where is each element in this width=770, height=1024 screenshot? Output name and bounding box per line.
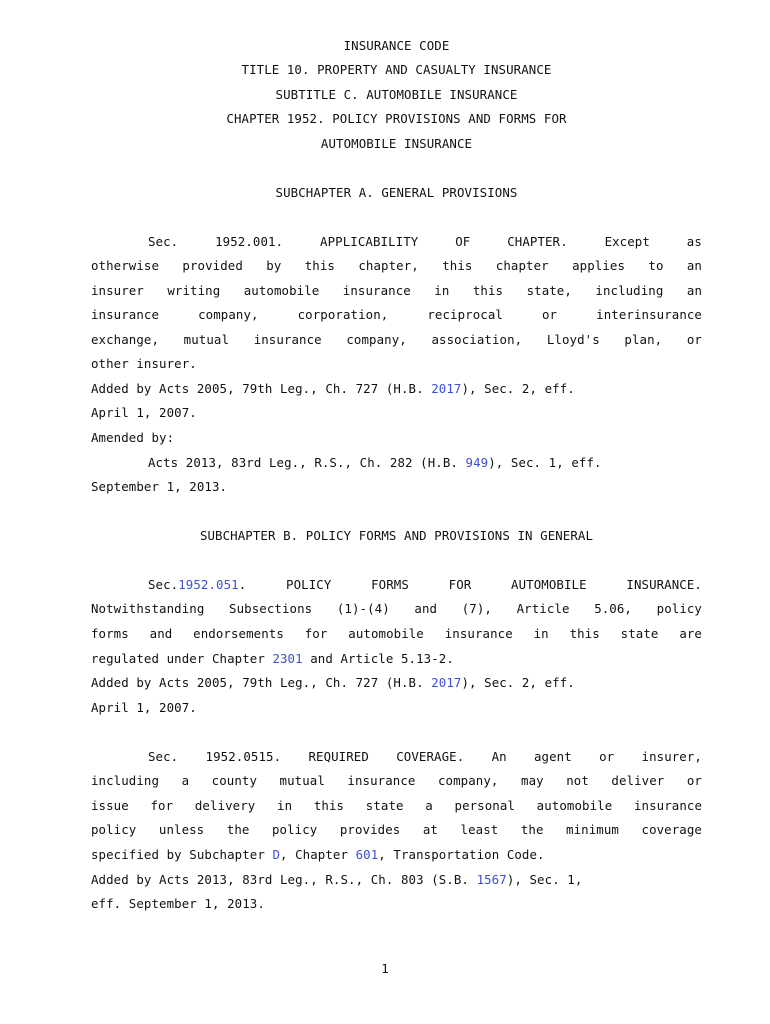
sec-0515-line2: including a county mutual insurance company, may not deliver or	[91, 773, 702, 788]
sec-0515-line3: issue for delivery in this state a personal automobile insurance	[91, 798, 702, 813]
sec-051-line2: Notwithstanding Subsections (1)-(4) and (7), Article 5.06, policy	[91, 601, 702, 616]
word: Sec.	[148, 234, 179, 249]
sb-1567-link[interactable]: 1567	[476, 872, 507, 887]
chapter-heading-line2: AUTOMOBILE INSURANCE	[320, 136, 473, 151]
subchapter-a-heading: SUBCHAPTER A. GENERAL PROVISIONS	[275, 185, 518, 200]
sec-0515-added: Added by Acts 2013, 83rd Leg., R.S., Ch. 803 (S.B. 1567), Sec. 1,	[91, 872, 583, 887]
sec-0515-added-date: eff. September 1, 2013.	[91, 896, 265, 911]
sec-001-line1	[148, 234, 702, 250]
code-title: INSURANCE CODE	[343, 38, 450, 53]
word: CHAPTER.	[507, 234, 568, 249]
sec-001-amendment: Acts 2013, 83rd Leg., R.S., Ch. 282 (H.B. 949), Sec. 1, eff.	[148, 455, 602, 470]
sec-001-line3: insurer writing automobile insurance in this state, including an	[91, 283, 702, 298]
chapter-601-link[interactable]: 601	[355, 847, 379, 862]
hb-2017-link-2[interactable]: 2017	[431, 675, 462, 690]
chapter-2301-link[interactable]: 2301	[272, 651, 303, 666]
word: as	[686, 234, 702, 249]
title-heading: TITLE 10. PROPERTY AND CASUALTY INSURANCE	[241, 62, 552, 77]
sec-001-line2: otherwise provided by this chapter, this chapter applies to an	[91, 258, 702, 273]
page-number: 1	[381, 961, 389, 976]
word: APPLICABILITY	[320, 234, 419, 249]
sec-001-line6: other insurer.	[91, 356, 197, 371]
sec-051-line3: forms and endorsements for automobile insurance in this state are	[91, 626, 702, 641]
sec-001-added: Added by Acts 2005, 79th Leg., Ch. 727 (H.B. 2017), Sec. 2, eff.	[91, 381, 575, 396]
sec-051-line1: Sec. 1952.051 . POLICY FORMS FOR AUTOMOBILE INSURANCE.	[148, 577, 702, 592]
hb-2017-link[interactable]: 2017	[431, 381, 462, 396]
sec-0515-line1: Sec. 1952.0515. REQUIRED COVERAGE. An agent or insurer,	[148, 749, 702, 764]
sec-001-line5: exchange, mutual insurance company, association, Lloyd's plan, or	[91, 332, 702, 347]
subtitle-heading: SUBTITLE C. AUTOMOBILE INSURANCE	[275, 87, 518, 102]
sec-001-amendment-date: September 1, 2013.	[91, 479, 228, 494]
sec-001-line4: insurance company, corporation, reciprocal or interinsurance	[91, 307, 702, 322]
sec-051-line4: regulated under Chapter 2301 and Article 5.13-2.	[91, 651, 454, 666]
sec-0515-line5: specified by Subchapter D, Chapter 601, Transportation Code.	[91, 847, 545, 862]
chapter-heading-line1: CHAPTER 1952. POLICY PROVISIONS AND FORMS FOR	[226, 111, 567, 126]
sec-051-added-date: April 1, 2007.	[91, 700, 197, 715]
subchapter-d-link[interactable]: D	[272, 847, 280, 862]
sec-0515-line4: policy unless the policy provides at least the minimum coverage	[91, 822, 702, 837]
word: 1952.001.	[215, 234, 284, 249]
amended-by-label: Amended by:	[91, 430, 175, 445]
hb-949-link[interactable]: 949	[465, 455, 489, 470]
subchapter-b-heading: SUBCHAPTER B. POLICY FORMS AND PROVISIONS IN GENERAL	[199, 528, 594, 543]
sec-051-added: Added by Acts 2005, 79th Leg., Ch. 727 (H.B. 2017), Sec. 2, eff.	[91, 675, 575, 690]
sec-001-added-date: April 1, 2007.	[91, 405, 197, 420]
word: OF	[455, 234, 471, 249]
sec-1952-051-link[interactable]: 1952.051	[178, 577, 239, 592]
word: Except	[604, 234, 650, 249]
